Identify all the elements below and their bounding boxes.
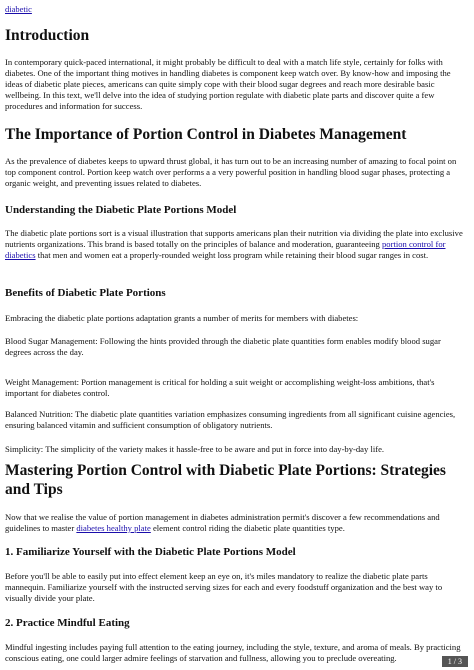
mastering-heading: Mastering Portion Control with Diabetic Plate Portions: Strategies and Tips: [5, 462, 446, 498]
understanding-text-before: The diabetic plate portions sort is a visual illustration that supports americans plan their nutrition via dividing the plate into exclusive nutrients organizations. This brand is based totally on the principles of balance and moderation, guaranteeing: [5, 228, 463, 249]
mastering-paragraph: [5, 512, 467, 534]
benefit-item: Simplicity: The simplicity of the variety makes it hassle-free to be aware and put in force into day-by-day life.: [5, 444, 385, 454]
introduction-heading: Introduction: [5, 27, 90, 44]
benefit-item: Blood Sugar Management: Following the hints provided through the diabetic plate quantities form enables modify blood sugar degrees across the day.: [5, 336, 441, 357]
portion-control-link[interactable]: portion control for diabetics: [5, 239, 446, 260]
diabetic-link[interactable]: diabetic: [5, 4, 32, 14]
introduction-paragraph: In contemporary quick-paced international, it might probably be difficult to deal with a match life style, certainly for folks with diabetes. One of the important thing motives in handling diabetes is component keep watch over. By know-how and imposing the ideas of diabetic plate pieces, americans can quite simply cope with their blood sugar degrees and reach more desirable basic wellbeing. In this text, we'll delve into the idea of studying portion regulate with diabetic plate parts and discover quite a few procedures and information for success.: [5, 57, 451, 111]
understanding-paragraph: [5, 228, 467, 261]
diabetes-healthy-plate-link[interactable]: diabetes healthy plate: [76, 523, 151, 533]
benefits-heading: Benefits of Diabetic Plate Portions: [5, 287, 166, 299]
benefits-intro: Embracing the diabetic plate portions adaptation grants a number of merits for members with diabetes:: [5, 313, 359, 323]
importance-paragraph: As the prevalence of diabetes keeps to upward thrust global, it has turn out to be an increasing number of amazing to focal point on top component control. Portion keep watch over performs a a very powerful position in handling blood sugar phases, protecting a organic weight, and preventing issues related to diabetes.: [5, 156, 457, 188]
benefit-item: Balanced Nutrition: The diabetic plate quantities variation emphasizes consuming ingredients from all significant cuisine agencies, ensuring balanced vitamin and sufficient consumption of obligatory nutrients.: [5, 409, 456, 430]
step1-paragraph: Before you'll be able to easily put into effect element keep an eye on, it's miles mandatory to realize the diabetic plate parts mannequin. Familiarize yourself with the instructed serving sizes for each and every foodstuff organization and the best way to visually divide your plate.: [5, 571, 443, 603]
mastering-text-before: Now that we realise the value of portion management in diabetes administration permit's discover a few recommendations and guidelines to master: [5, 512, 440, 533]
page-number: 1 / 3: [442, 656, 468, 667]
step2-heading: 2. Practice Mindful Eating: [5, 617, 130, 629]
importance-heading: The Importance of Portion Control in Diabetes Management: [5, 126, 407, 143]
mastering-text-after: element control riding the diabetic plate quantities type.: [150, 523, 345, 533]
step2-paragraph: Mindful ingesting includes paying full attention to the eating journey, including the style, texture, and aroma of meals. By practicing conscious eating, one could larger admire feelings of starvation and fullness, allowing you to preclude overeating.: [5, 642, 461, 663]
step1-heading: 1. Familiarize Yourself with the Diabetic Plate Portions Model: [5, 546, 296, 558]
understanding-heading: Understanding the Diabetic Plate Portions Model: [5, 204, 237, 216]
benefit-item: Weight Management: Portion management is critical for holding a suit weight or accomplishing weight-loss ambitions, that's important for diabetes control.: [5, 377, 435, 398]
understanding-text-after: that men and women eat a properly-rounded weight loss program while retaining their blood sugar ranges in cost.: [35, 250, 429, 260]
